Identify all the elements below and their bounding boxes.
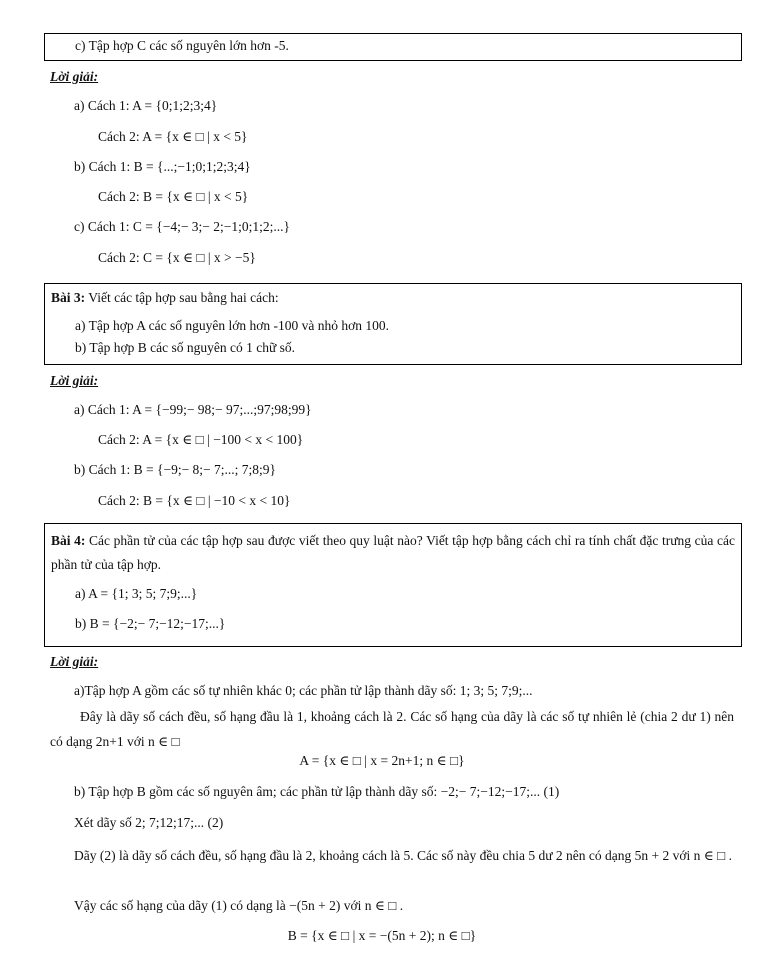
solution-heading: Lời giải:: [50, 69, 99, 84]
exercise-item: b) B = {−2;− 7;−12;−17;...}: [75, 616, 226, 631]
exercise-item: a) A = {1; 3; 5; 7;9;...}: [75, 586, 198, 601]
solution-paragraph-text: Dãy (2) là dãy số cách đều, số hạng đầu là 2, khoảng cách là 5. Các số này đều chia 5 dư 2 nên có dạng 5n + 2 với n ∈ □ .: [74, 848, 733, 863]
solution-heading: Lời giải:: [50, 654, 99, 669]
exercise-box-top: [44, 33, 742, 61]
solution-line: Vậy các số hạng của dãy (1) có dạng là −(5n + 2) với n ∈ □ .: [74, 898, 404, 913]
solution-line: Cách 2: A = {x ∈ □ | −100 < x < 100}: [98, 432, 304, 447]
solution-line: Cách 2: A = {x ∈ □ | x < 5}: [98, 129, 248, 144]
solution-line: a)Tập hợp A gồm các số tự nhiên khác 0; các phần tử lập thành dãy số: 1; 3; 5; 7;9;...: [74, 683, 533, 698]
solution-line: b) Tập hợp B gồm các số nguyên âm; các phần tử lập thành dãy số: −2;− 7;−12;−17;... (1): [74, 784, 560, 799]
solution-heading: Lời giải:: [50, 373, 99, 388]
exercise-item: a) Tập hợp A các số nguyên lớn hơn -100 và nhỏ hơn 100.: [75, 318, 390, 333]
exercise-box-bai4: [44, 523, 742, 647]
exercise-prompt: [51, 529, 735, 577]
solution-line: Cách 2: B = {x ∈ □ | −10 < x < 10}: [98, 493, 291, 508]
exercise-item-c: c) Tập hợp C các số nguyên lớn hơn -5.: [75, 38, 289, 53]
exercise-prompt: [51, 290, 279, 306]
solution-paragraph: [50, 843, 734, 868]
exercise-text: Các phần tử của các tập hợp sau được viết theo quy luật nào? Viết tập hợp bằng cách chỉ ra tính chất đặc trưng của các phần tử của tập hợp.: [51, 533, 735, 572]
solution-line: b) Cách 1: B = {...;−1;0;1;2;3;4}: [74, 159, 251, 174]
solution-line: c) Cách 1: C = {−4;− 3;− 2;−1;0;1;2;...}: [74, 219, 291, 234]
solution-line: Xét dãy số 2; 7;12;17;... (2): [74, 815, 224, 830]
exercise-item: b) Tập hợp B các số nguyên có 1 chữ số.: [75, 340, 296, 355]
solution-line: b) Cách 1: B = {−9;− 8;− 7;...; 7;8;9}: [74, 462, 277, 477]
solution-line: Cách 2: B = {x ∈ □ | x < 5}: [98, 189, 249, 204]
exercise-title: Bài 3:: [51, 290, 86, 305]
solution-line: a) Cách 1: A = {0;1;2;3;4}: [74, 98, 218, 113]
solution-line: a) Cách 1: A = {−99;− 98;− 97;...;97;98;99}: [74, 402, 312, 417]
solution-paragraph-text: Đây là dãy số cách đều, số hạng đầu là 1, khoảng cách là 2. Các số hạng của dãy là các số tự nhiên lẻ (chia 2 dư 1) nên có dạng 2n+1 với n ∈ □: [50, 709, 734, 749]
solution-formula: B = {x ∈ □ | x = −(5n + 2); n ∈ □}: [287, 928, 477, 943]
solution-formula: A = {x ∈ □ | x = 2n+1; n ∈ □}: [299, 753, 465, 768]
exercise-title: Bài 4:: [51, 533, 86, 548]
solution-line: Cách 2: C = {x ∈ □ | x > −5}: [98, 250, 256, 265]
solution-paragraph: [50, 704, 734, 754]
exercise-text: Viết các tập hợp sau bằng hai cách:: [85, 290, 279, 305]
exercise-box-bai3: [44, 283, 742, 365]
